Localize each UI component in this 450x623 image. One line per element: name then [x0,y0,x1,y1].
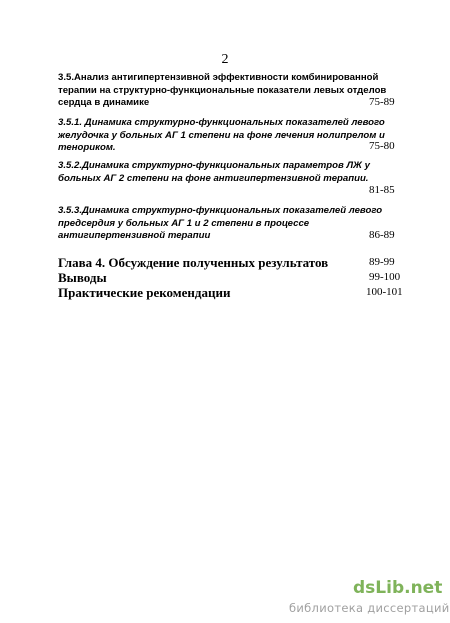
toc-entry-line: 3.5.3.Динамика структурно-функциональных показателей левого [58,205,383,216]
toc-entry-line: предсердия у больных АГ 1 и 2 степени в процессе [58,217,310,229]
toc-entry-line: сердца в динамике [58,97,150,108]
toc-entry-pages: 81-85 [369,184,395,196]
toc-entry-3-5-2 [58,160,398,185]
toc-chapter-title: Глава 4. Обсуждение полученных результатов [58,255,329,270]
toc-entry-3-5 [58,72,398,110]
toc-entry-line: антигипертензивной терапии [58,230,211,241]
toc-entry-pages: 86-89 [369,229,395,241]
toc-entry-line: терапии на структурно-функциональные показатели левых отделов [58,84,387,96]
toc-entry-pages: 75-89 [369,96,395,108]
toc-chapter-pages: 89-99 [369,256,395,268]
toc-entry-3-5-1 [58,117,398,155]
watermark-logo: dsLib.net [353,578,443,598]
toc-chapter-pages: 100-101 [366,286,403,298]
toc-entry-line: больных АГ 2 степени на фоне антигипертензивной терапии. [58,172,369,184]
toc-chapter-pages: 99-100 [369,271,401,283]
toc-entry-3-5-3 [58,205,398,243]
toc-entry-line: желудочка у больных АГ 1 степени на фоне лечения нолипрелом и [58,129,385,141]
toc-chapter-title: Выводы [58,270,107,285]
watermark-subtitle: библиотека диссертаций [289,601,450,615]
toc-entry-line: тенориком. [58,142,116,153]
toc-entry-pages: 75-80 [369,140,395,152]
toc-entry-line: 3.5.2.Динамика структурно-функциональных параметров ЛЖ у [58,160,370,171]
toc-chapter-title: Практические рекомендации [58,285,231,300]
toc-entry-line: 3.5.Анализ антигипертензивной эффективности комбинированной [58,72,379,83]
toc-entry-line: 3.5.1. Динамика структурно-функциональных показателей левого [58,117,385,128]
page-number: 2 [221,52,229,67]
